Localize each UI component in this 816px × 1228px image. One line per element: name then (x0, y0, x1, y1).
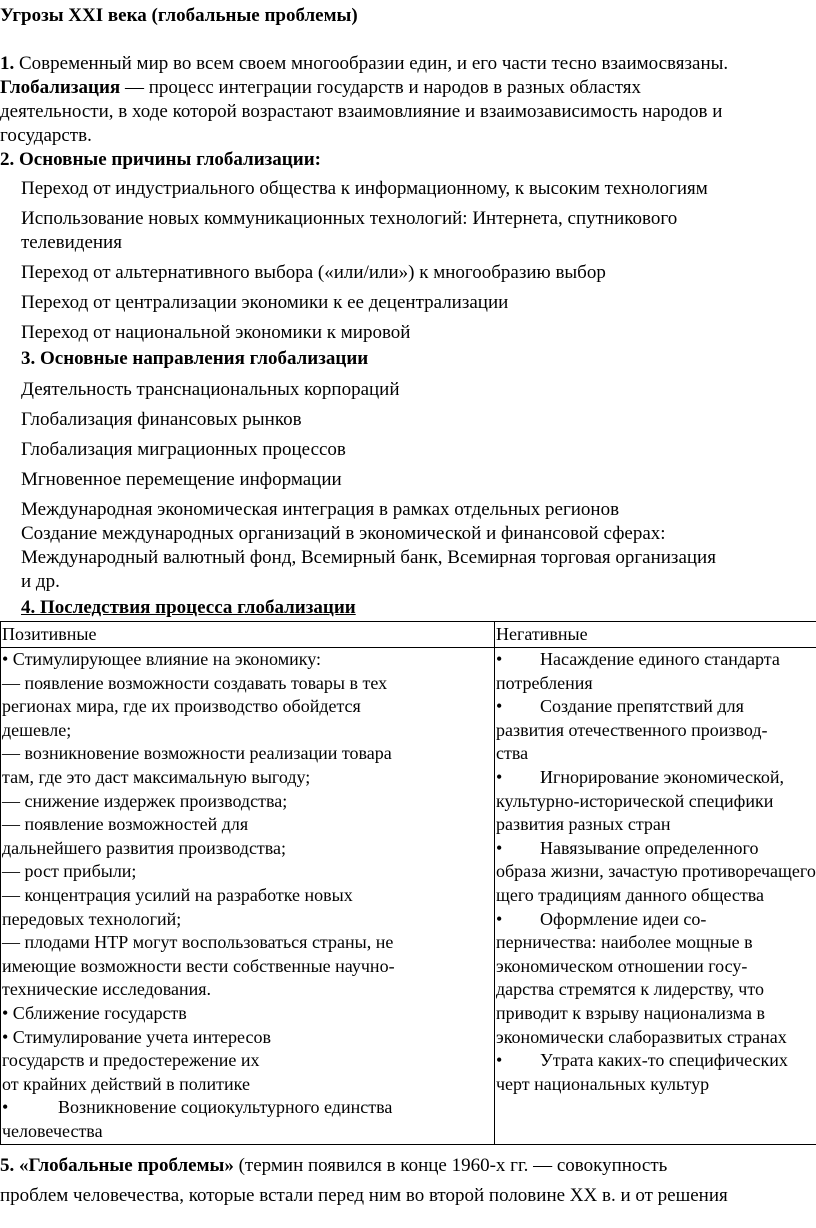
positive-line-text: Возникновение социокультурного единства (58, 1097, 393, 1118)
negative-line: щего традициям данного общества (496, 884, 764, 905)
positive-line: технические исследования. (2, 979, 212, 1000)
negative-line (496, 837, 816, 861)
positive-line: — концентрация усилий на разработке новых (2, 884, 353, 905)
bullet-marker: • (496, 649, 503, 669)
section1-line3: деятельности, в ходе которой возрастают взаимовлияние и взаимозависимость народов и (0, 101, 723, 122)
negative-line (496, 695, 816, 719)
bullet-marker: • (2, 1097, 9, 1118)
section1-line4: государств. (0, 125, 92, 146)
cause-item: Переход от индустриального общества к информационному, к высоким технологиям (21, 178, 708, 199)
negative-line-text: Создание препятствий для (540, 696, 744, 717)
cause-item-cont: телевидения (21, 232, 122, 253)
positive-line: — снижение издержек производства; (2, 790, 288, 811)
positive-cell (1, 648, 495, 1145)
positive-line: — появление возможности создавать товары в тех (2, 672, 388, 693)
positive-line: регионах мира, где их производство обойдется (2, 696, 361, 717)
positive-line: — появление возможностей для (2, 814, 249, 835)
positive-line: — рост прибыли; (2, 861, 137, 882)
direction-item: Глобализация миграционных процессов (21, 439, 346, 460)
negative-line: развития разных стран (496, 814, 671, 835)
positive-line: — плодами НТР могут воспользоваться страны, не (2, 932, 394, 953)
section5-text1: (термин появился в конце 1960-х гг. — совокупность (233, 1155, 668, 1176)
negative-line-text: Игнорирование экономической, (540, 766, 784, 787)
negative-line-text: Насаждение единого стандарта (540, 649, 780, 669)
negative-line-text: Оформление идеи со- (540, 908, 707, 929)
negative-line: экономически слаборазвитых странах (496, 1026, 787, 1047)
positive-line (2, 1096, 494, 1120)
positive-line: • Стимулирование учета интересов (2, 1026, 271, 1047)
positive-header: Позитивные (1, 622, 495, 648)
positive-line: дальнейшего развития производства; (2, 837, 287, 858)
direction-item: Создание международных организаций в экономической и финансовой сферах: (21, 523, 666, 544)
negative-line (496, 1049, 816, 1073)
negative-line: потребления (496, 672, 593, 693)
document-title: Угрозы XXI века (глобальные проблемы) (0, 5, 358, 26)
negative-line: приводит к взрыву национализма в (496, 1002, 766, 1023)
positive-line: там, где это даст максимальную выгоду; (2, 766, 311, 787)
negative-line (496, 908, 816, 932)
section5-line2: проблем человечества, которые встали перед ним во второй половине XX в. и от решения (0, 1185, 728, 1206)
positive-line: • Стимулирующее влияние на экономику: (2, 649, 321, 669)
consequences-table (0, 621, 816, 1145)
negative-line: черт национальных культур (496, 1073, 710, 1094)
section3-heading: 3. Основные направления глобализации (21, 348, 369, 369)
bullet-marker: • (496, 837, 503, 858)
positive-line: дешевле; (2, 719, 72, 740)
section5-heading: 5. «Глобальные проблемы» (0, 1155, 234, 1176)
section1-text1: Современный мир во всем своем многообразии един, и его части тесно взаимосвязаны. (14, 53, 729, 74)
positive-line: человечества (2, 1120, 103, 1141)
negative-line-text: Утрата каких-то специфических (540, 1050, 788, 1071)
cause-item: Переход от централизации экономики к ее децентрализации (21, 292, 509, 313)
negative-line (496, 766, 816, 790)
direction-item-cont: Международный валютный фонд, Всемирный банк, Всемирная торговая организация (21, 547, 716, 568)
negative-cell (495, 648, 816, 1145)
bullet-marker: • (496, 696, 503, 717)
cause-item: Переход от альтернативного выбора («или/или») к многообразию выбор (21, 262, 606, 283)
section1-number: 1. (0, 53, 15, 74)
direction-item: Глобализация финансовых рынков (21, 409, 302, 430)
direction-item: Международная экономическая интеграция в рамках отдельных регионов (21, 499, 620, 520)
positive-line: • Сближение государств (2, 1002, 187, 1023)
cause-item: Использование новых коммуникационных технологий: Интернета, спутникового (21, 208, 678, 229)
negative-line: развития отечественного производ- (496, 719, 768, 740)
section1-line1 (0, 52, 728, 76)
positive-line: государств и предостережение их (2, 1050, 260, 1071)
negative-line: образа жизни, зачастую противоречащего (496, 861, 816, 882)
negative-line (496, 648, 816, 672)
negative-header: Негативные (495, 622, 816, 648)
negative-line: экономическом отношении госу- (496, 955, 748, 976)
direction-item: Мгновенное перемещение информации (21, 469, 342, 490)
section5-line1 (0, 1154, 667, 1178)
negative-line: культурно-исторической специфики (496, 790, 774, 811)
table-header-row (1, 622, 816, 648)
negative-line: перничества: наиболее мощные в (496, 932, 753, 953)
section1-line2 (0, 76, 641, 100)
positive-line: от крайних действий в политике (2, 1073, 250, 1094)
negative-line-text: Навязывание определенного (540, 837, 759, 858)
negative-line: ства (496, 743, 529, 764)
direction-item-cont: и др. (21, 571, 60, 592)
cause-item: Переход от национальной экономики к мировой (21, 322, 411, 343)
section2-heading: 2. Основные причины глобализации: (0, 149, 321, 170)
globalization-term: Глобализация (0, 77, 121, 98)
section1-text2: — процесс интеграции государств и народов в разных областях (120, 77, 641, 98)
bullet-marker: • (496, 908, 503, 929)
negative-line: дарства стремятся к лидерству, что (496, 979, 764, 1000)
section4-heading: 4. Последствия процесса глобализации (21, 597, 356, 618)
table-body-row (1, 648, 816, 1145)
bullet-marker: • (496, 1050, 503, 1071)
positive-line: — возникновение возможности реализации товара (2, 743, 392, 764)
positive-line: имеющие возможности вести собственные научно- (2, 955, 395, 976)
positive-line: передовых технологий; (2, 908, 182, 929)
bullet-marker: • (496, 766, 503, 787)
direction-item: Деятельность транснациональных корпораций (21, 379, 400, 400)
